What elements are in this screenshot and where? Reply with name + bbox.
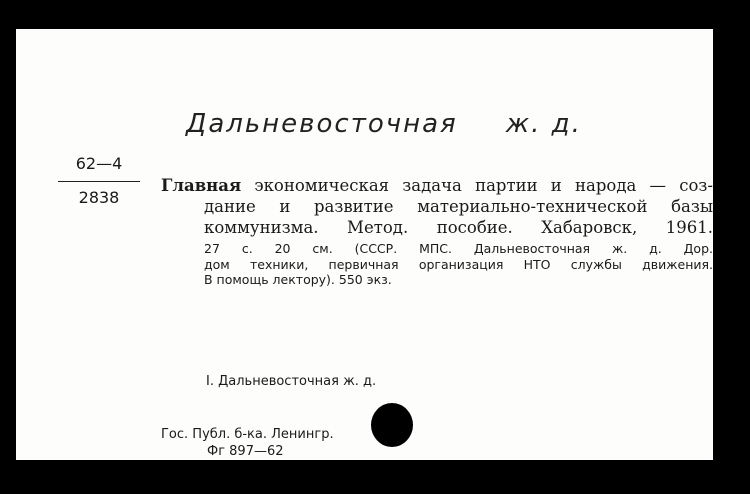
title-line-3: коммунизма. Метод. пособие. Хабаровск, 1961.: [204, 218, 713, 237]
title-line-2: дание и развитие материально-технической базы: [204, 197, 713, 216]
call-number: [58, 154, 140, 207]
library-code: Фг 897—62: [207, 444, 284, 459]
call-number-top: 62—4: [75, 154, 123, 173]
title-block: [161, 175, 713, 238]
handwritten-heading-suffix: ж. д.: [505, 109, 582, 139]
call-number-bottom: 2838: [78, 188, 120, 207]
handwritten-heading-text: Дальневосточная: [186, 109, 458, 139]
call-number-divider: [58, 181, 140, 182]
subject-tracing: I. Дальневосточная ж. д.: [206, 374, 377, 389]
detail-line-3: В помощь лектору). 550 экз.: [204, 272, 392, 287]
library-name: Гос. Публ. б-ка. Ленингр.: [161, 427, 334, 442]
catalog-card: [16, 29, 713, 460]
title-line-1: [161, 175, 713, 196]
handwritten-heading: [186, 109, 582, 139]
bibliographic-entry: [161, 175, 713, 288]
title-line-1-text: экономическая задача партии и народа — соз-: [254, 176, 713, 195]
detail-line-1: 27 с. 20 см. (СССР. МПС. Дальневосточная ж. д. Дор.: [204, 241, 713, 256]
detail-line-2: дом техники, первичная организация НТО службы движения.: [204, 256, 713, 272]
library-stamp: [161, 426, 334, 460]
punch-hole: [371, 403, 413, 447]
title-lead: Главная: [161, 176, 242, 195]
physical-description: [161, 241, 713, 288]
